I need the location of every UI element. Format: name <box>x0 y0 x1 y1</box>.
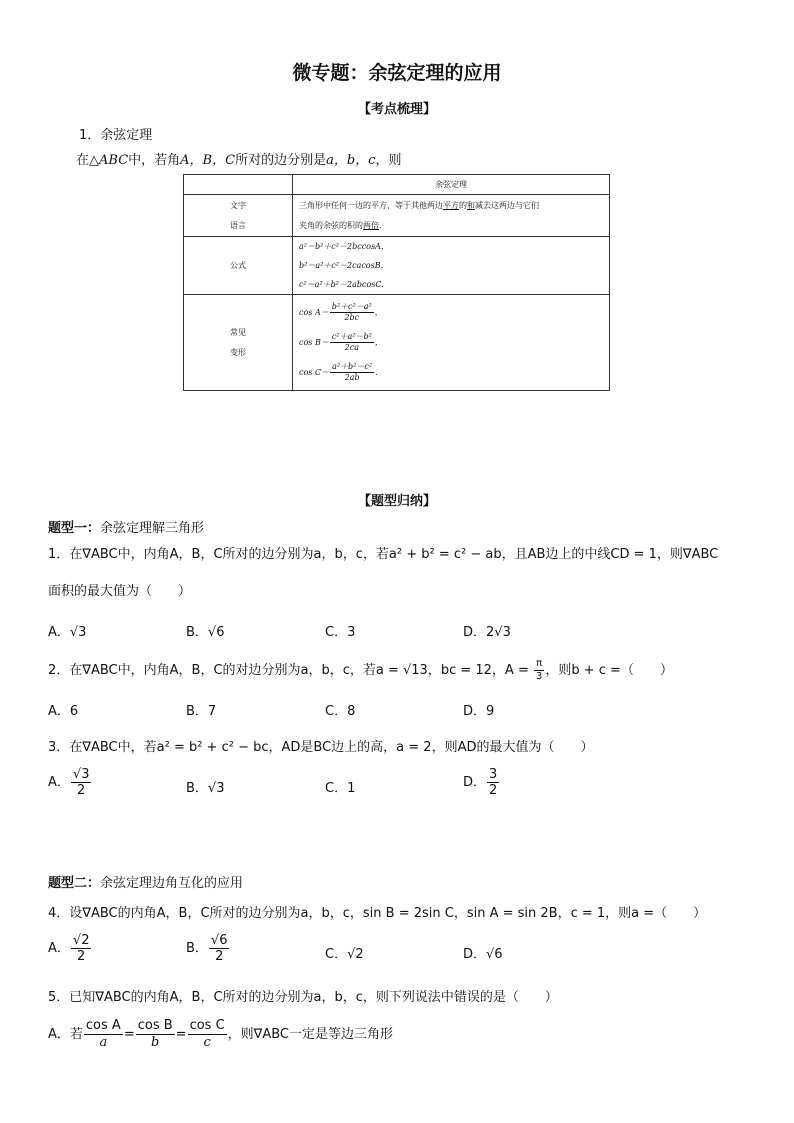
cosC-formula <box>299 358 609 388</box>
row3-label-b: 变形 <box>230 347 246 357</box>
type2-name: 余弦定理边角互化的应用 <box>100 876 244 891</box>
cosA-pre: cos A＝ <box>299 307 329 317</box>
type1-name: 余弦定理解三角形 <box>100 521 205 536</box>
cosA-formula <box>299 298 609 328</box>
q3-option-a <box>48 766 92 800</box>
q5-a-pre: A．若 <box>48 1027 83 1042</box>
q3-d-den: 2 <box>489 783 498 798</box>
q1-option-a: A．√3 <box>48 625 87 640</box>
formula-c: c²＝a²＋b²－2abcosC. <box>299 280 384 289</box>
q3-option-c: C．1 <box>325 781 356 796</box>
q5-fraction-2 <box>136 1018 175 1051</box>
type2-label: 题型二： <box>48 876 101 891</box>
row1-label-b: 语言 <box>230 220 246 230</box>
q1-option-b: B．√6 <box>186 625 225 640</box>
cosB-formula <box>299 328 609 358</box>
row1-line2-u: 两倍 <box>363 220 379 230</box>
cosB-post: ， <box>374 337 383 347</box>
q5-text: 5．已知∇ABC的内角A，B，C所对的边分别为a，b，c，则下列说法中错误的是（ ） <box>48 990 558 1005</box>
cosA-fraction <box>330 302 374 323</box>
row1-line1-post: 减去这两边与它们 <box>475 200 539 210</box>
q4-text: 4．设∇ABC的内角A，B，C所对的边分别为a，b，c，sin B = 2sin C，sin A = sin 2B，c = 1，则a =（ ） <box>48 906 707 921</box>
q2-option-c: C．8 <box>325 704 356 719</box>
q5-f3-num: cos C <box>189 1018 225 1033</box>
intro-triangle: △ABC <box>89 153 129 168</box>
formula-a: a²＝b²＋c²－2bccosA， <box>299 242 389 251</box>
table-header: 余弦定理 <box>293 175 610 195</box>
q5-f3-den: c <box>203 1035 211 1050</box>
q2-text-post: ，则b + c =（ ） <box>545 663 673 678</box>
table-header-row <box>184 175 610 195</box>
row-content-variants <box>293 295 610 391</box>
intro-end: ，则 <box>375 153 402 168</box>
q1-option-c: C．3 <box>325 625 356 640</box>
cosC-den: 2ab <box>344 373 360 382</box>
section-types-heading: 【题型归纳】 <box>357 494 436 509</box>
q3-option-b: B．√3 <box>186 781 225 796</box>
cosB-num: c²＋a²－b² <box>331 332 372 341</box>
type1-heading <box>48 517 204 536</box>
row-label-variants <box>184 295 293 391</box>
cosB-den: 2ca <box>344 343 359 352</box>
q4-option-b <box>186 932 230 966</box>
q3-d-label: D． <box>463 775 487 790</box>
q3-d-fraction <box>487 767 499 798</box>
intro-post: 中，若角 <box>128 153 181 168</box>
q5-eq-1: = <box>123 1027 135 1042</box>
cosC-pre: cos C＝ <box>299 367 330 377</box>
row3-label-a: 常见 <box>230 327 246 337</box>
row1-line1 <box>299 196 609 216</box>
q5-fraction-1 <box>84 1018 123 1051</box>
q2-option-b: B．7 <box>186 704 217 719</box>
cosB-fraction <box>330 332 374 353</box>
cosA-num: b²＋c²－a² <box>331 302 372 311</box>
q3-option-d <box>463 766 500 800</box>
q5-f1-den: a <box>99 1035 108 1050</box>
q2-fraction <box>534 658 544 683</box>
q2-option-a: A．6 <box>48 704 79 719</box>
cosA-post: ， <box>374 307 383 317</box>
q3-text: 3．在∇ABC中，若a² = b² + c² − bc，AD是BC边上的高，a = 2，则AD的最大值为（ ） <box>48 740 594 755</box>
review-intro <box>76 149 401 168</box>
q4-b-num: √6 <box>210 933 228 948</box>
intro-mid: 所对的边分别是 <box>235 153 327 168</box>
q4-option-d: D．√6 <box>463 947 503 962</box>
row1-line1-mid: 的 <box>459 200 467 210</box>
q4-a-num: √2 <box>72 933 90 948</box>
q3-a-den: 2 <box>77 783 86 798</box>
q5-f2-den: b <box>151 1035 160 1050</box>
formula-b: b²＝a²＋c²－2cacosB， <box>299 261 389 270</box>
q1-line2: 面积的最大值为（ ） <box>48 584 192 599</box>
type2-heading <box>48 872 243 891</box>
table-row-text <box>184 195 610 237</box>
page-title: 微专题：余弦定理的应用 <box>292 62 502 84</box>
row-label-text <box>184 195 293 237</box>
row1-line1-u2: 和 <box>467 200 475 210</box>
q5-eq-2: = <box>175 1027 187 1042</box>
q1-line1: 1．在∇ABC中，内角A，B，C所对的边分别为a，b，c，若a² + b² = c² − ab，且AB边上的中线CD = 1，则∇ABC <box>48 547 719 562</box>
q3-d-num: 3 <box>489 767 498 782</box>
q4-a-label: A． <box>48 941 70 956</box>
q3-a-fraction <box>71 767 92 798</box>
q5-f1-num: cos A <box>85 1018 121 1033</box>
row-label-formula: 公式 <box>184 237 293 295</box>
q2-text-pre: 2．在∇ABC中，内角A，B，C的对边分别为a，b，c，若a = √13，bc = 12，A = <box>48 663 533 678</box>
table-header-empty <box>184 175 293 195</box>
q5-a-post: ，则∇ABC一定是等边三角形 <box>227 1027 394 1042</box>
cosine-law-table <box>183 174 610 391</box>
cosA-den: 2bc <box>344 313 360 322</box>
q5-fraction-3 <box>188 1018 227 1051</box>
q4-b-fraction <box>209 933 230 964</box>
q2-option-d: D．9 <box>463 704 495 719</box>
q1-option-d: D．2√3 <box>463 625 511 640</box>
row1-line1-u1: 平方 <box>443 200 459 210</box>
intro-sides: a，b，c <box>326 153 376 168</box>
row1-line2-post: . <box>379 220 382 230</box>
q5-f2-num: cos B <box>137 1018 173 1033</box>
row-content-text <box>293 195 610 237</box>
cosC-num: a²＋b²－c² <box>332 362 373 371</box>
intro-pre: 在 <box>76 153 90 168</box>
cosB-pre: cos B＝ <box>299 337 329 347</box>
q4-b-label: B． <box>186 941 208 956</box>
q5-option-a <box>48 1017 393 1053</box>
q3-a-label: A． <box>48 775 70 790</box>
q4-b-den: 2 <box>215 949 224 964</box>
review-item-title: 1．余弦定理 <box>79 128 153 143</box>
q4-a-fraction <box>71 933 92 964</box>
row1-label-a: 文字 <box>230 200 246 210</box>
table-row-formula <box>184 237 610 295</box>
q3-a-num: √3 <box>72 767 90 782</box>
row1-line1-pre: 三角形中任何一边的平方，等于其他两边 <box>299 200 443 210</box>
q2-frac-num: π <box>534 658 544 671</box>
row-content-formula <box>293 237 610 295</box>
row1-line2 <box>299 216 609 236</box>
q2-frac-den: 3 <box>535 671 543 682</box>
section-review-heading: 【考点梳理】 <box>357 102 436 117</box>
q4-a-den: 2 <box>77 949 86 964</box>
intro-angles: A，B，C <box>180 153 236 168</box>
cosC-post: . <box>375 367 378 377</box>
row1-line2-pre: 夹角的余弦的积的 <box>299 220 363 230</box>
type1-label: 题型一： <box>48 521 101 536</box>
cosC-fraction <box>330 362 374 383</box>
q2-text <box>48 656 673 686</box>
table-row-variants <box>184 295 610 391</box>
q4-option-a <box>48 932 92 966</box>
q4-option-c: C．√2 <box>325 947 364 962</box>
